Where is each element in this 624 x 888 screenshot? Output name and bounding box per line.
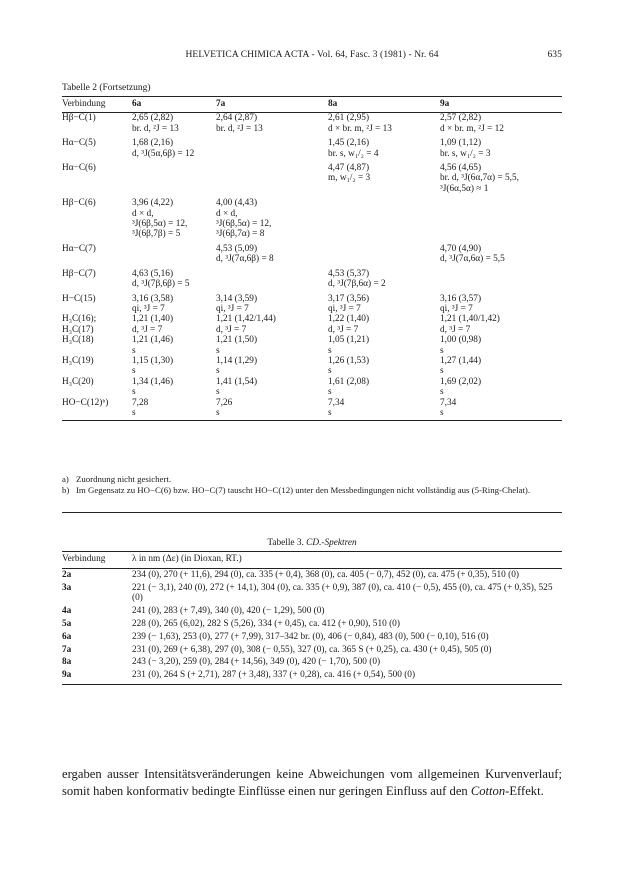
- table-row: [62, 656, 562, 669]
- table2-col-header: Verbindung: [62, 97, 132, 113]
- row-label: H−C(15): [62, 293, 96, 304]
- table-row: [62, 325, 562, 335]
- table-cell: 4,47 (4,87) m, w₁/₂ = 3: [328, 163, 371, 184]
- table-row: [62, 244, 562, 265]
- table-cell: 1,21 (1,42/1,44): [216, 314, 276, 325]
- table-row: [62, 138, 562, 159]
- table-cell: 1,68 (2,16) d, ³J(5α,6β) = 12: [132, 138, 195, 159]
- table-row: [62, 582, 562, 606]
- table-row: [62, 113, 562, 134]
- body-text-before: ergaben ausser Intensitätsveränderungen keine Abweichungen vom allgemeinen Kurvenverlauf; somit haben konformativ bedingte Einflüsse einen nur geringen Einfluss auf den: [62, 767, 562, 798]
- table-cell: 7,34 s: [328, 398, 440, 421]
- table-row: [62, 605, 562, 618]
- table-cell: [216, 163, 328, 194]
- table-cell: 1,21 (1,40): [132, 314, 174, 325]
- table-cell: 3,14 (3,59) qi, ³J = 7: [216, 293, 258, 314]
- table-cell: [328, 198, 440, 240]
- table-row: [62, 568, 562, 581]
- table-cell: 2,57 (2,82) d × br. m, ²J = 12: [440, 113, 504, 134]
- running-title: HELVETICA CHIMICA ACTA - Vol. 64, Fasc. 3 (1981) - Nr. 64: [185, 50, 439, 60]
- table-cell: 1,22 (1,40): [328, 314, 370, 325]
- footnote-rule: [62, 512, 562, 513]
- cd-values: 221 (− 3,1), 240 (0), 272 (+ 14,1), 304 (0), ca. 335 (+ 0,9), 387 (0), ca. 410 (− 0,5), 455 (0), ca. 475 (+ 0,35), 525 (0): [132, 582, 553, 604]
- table-row: [62, 356, 562, 377]
- row-label: H₃C(16);: [62, 314, 97, 325]
- table-cell: [440, 269, 562, 290]
- compound-label: 7a: [62, 644, 72, 655]
- table-cell: 1,45 (2,16) br. s, w₁/₂ = 4: [328, 138, 379, 159]
- table-row: [62, 398, 562, 421]
- table-cell: 1,09 (1,12) br. s, w₁/₂ = 3: [440, 138, 491, 159]
- row-label: H₃C(17): [62, 324, 94, 335]
- table-row: [62, 269, 562, 290]
- table3-col-header: Verbindung: [62, 552, 132, 569]
- footnote-text: Zuordnung nicht gesichert.: [76, 474, 172, 484]
- table-cell: [440, 198, 562, 240]
- table-cell: 4,63 (5,16) d, ³J(7β,6β) = 5: [132, 268, 190, 290]
- footnote: [62, 485, 562, 496]
- cd-values: 234 (0), 270 (+ 11,6), 294 (0), ca. 335 (+ 0,4), 368 (0), ca. 405 (− 0,7), 452 (0), ca. 475 (+ 0,35), 510 (0): [132, 569, 519, 580]
- table-cell: 2,61 (2,95) d × br. m, ²J = 13: [328, 113, 392, 134]
- table-cell: 4,56 (4,65) br. d, ³J(6α,7α) = 5,5, ³J(6α,5α) ≈ 1: [440, 163, 519, 194]
- table-cell: 3,17 (3,56) qi, ³J = 7: [328, 293, 370, 314]
- table-cell: 1,21 (1,46) s: [132, 335, 174, 356]
- table2-body: [62, 113, 562, 421]
- table-row: [62, 163, 562, 194]
- table3-caption: [0, 538, 624, 548]
- table-cell: 7,34 s: [440, 398, 562, 421]
- row-label: H₃C(20): [62, 376, 94, 387]
- table3-col-header: λ in nm (Δε) (in Dioxan, RT.): [132, 552, 562, 569]
- table-row: [62, 669, 562, 684]
- cd-values: 241 (0), 283 (+ 7,49), 340 (0), 420 (− 1,29), 500 (0): [132, 606, 325, 617]
- table3-caption-prefix: Tabelle 3.: [267, 538, 304, 548]
- row-label: Hα−C(6): [62, 163, 96, 174]
- row-label: Hβ−C(7): [62, 268, 96, 279]
- table-cell: 1,05 (1,21) s: [328, 335, 370, 356]
- table-cell: 4,53 (5,37) d, ³J(7β,6α) = 2: [328, 268, 386, 290]
- table-cell: 4,00 (4,43) d × d, ³J(6β,5α) = 12, ³J(6β,7α) = 8: [216, 198, 272, 240]
- table-row: [62, 644, 562, 657]
- page-number: 635: [547, 50, 562, 60]
- table-cell: 1,34 (1,46) s: [132, 376, 174, 398]
- table-cell: [216, 269, 328, 290]
- table2-footnotes: [62, 474, 562, 496]
- cd-values: 231 (0), 264 S (+ 2,71), 287 (+ 3,48), 337 (+ 0,28), ca. 416 (+ 0,54), 500 (0): [132, 669, 562, 684]
- row-label: Hβ−C(1): [62, 113, 96, 124]
- compound-label: 5a: [62, 618, 72, 629]
- table-cell: 3,96 (4,22) d × d, ³J(6β,5α) = 12, ³J(6β,7β) = 5: [132, 198, 188, 240]
- table-cell: 1,15 (1,30) s: [132, 355, 174, 377]
- row-label: Hα−C(5): [62, 138, 96, 149]
- body-text-italic: Cotton: [470, 784, 506, 798]
- row-label: Hβ−C(6): [62, 198, 96, 209]
- table-cell: 1,14 (1,29) s: [216, 355, 258, 377]
- table2: [62, 96, 562, 421]
- table3-header-row: [62, 552, 562, 569]
- table-cell: [132, 163, 216, 194]
- table2-header-row: [62, 97, 562, 113]
- table-cell: 1,26 (1,53) s: [328, 355, 370, 377]
- table2-col-header: 8a: [328, 97, 440, 113]
- cd-values: 228 (0), 265 (6,02), 282 S (5,26), 334 (+ 0,45), ca. 412 (+ 0,90), 510 (0): [132, 618, 400, 629]
- cd-values: 231 (0), 269 (+ 6,38), 297 (0), 308 (− 0,55), 327 (0), ca. 365 S (+ 0,25), ca. 430 (+ 0,45), 505 (0): [132, 644, 492, 655]
- table-cell: d, ³J = 7: [132, 324, 163, 335]
- body-paragraph: [62, 766, 562, 800]
- table-cell: 1,69 (2,02) s: [440, 376, 482, 398]
- table-cell: 1,41 (1,54) s: [216, 376, 258, 398]
- row-label: H₃C(19): [62, 355, 94, 366]
- table-row: [62, 314, 562, 324]
- table-cell: 7,28 s: [132, 398, 216, 421]
- table-cell: 1,61 (2,08) s: [328, 376, 370, 398]
- cd-values: 243 (− 3,20), 259 (0), 284 (+ 14,56), 349 (0), 420 (− 1,70), 500 (0): [132, 657, 381, 668]
- table2-caption: Tabelle 2 (Fortsetzung): [62, 83, 151, 93]
- table-cell: [132, 244, 216, 265]
- row-label: HO−C(12)ᵇ): [62, 398, 132, 421]
- table3-caption-title: CD.-Spektren: [306, 538, 357, 548]
- table2-col-header: 6a: [132, 97, 216, 113]
- compound-label: 3a: [62, 582, 72, 593]
- table-cell: d, ³J = 7: [440, 324, 471, 335]
- table-cell: 4,70 (4,90) d, ³J(7α,6α) = 5,5: [440, 243, 505, 265]
- compound-label: 6a: [62, 631, 72, 642]
- table-row: [62, 631, 562, 644]
- table-cell: [216, 138, 328, 159]
- table-cell: 1,21 (1,50) s: [216, 335, 258, 356]
- footnote-mark: b): [62, 485, 70, 495]
- table-row: [62, 198, 562, 240]
- table2-col-header: 9a: [440, 97, 562, 113]
- table-cell: 2,64 (2,87) br. d, ²J = 13: [216, 113, 263, 134]
- table-cell: 1,21 (1,40/1,42): [440, 314, 500, 325]
- table-cell: 1,00 (0,98) s: [440, 335, 482, 356]
- table-row: [62, 618, 562, 631]
- compound-label: 8a: [62, 657, 72, 668]
- cd-values: 239 (− 1,63), 253 (0), 277 (+ 7,99), 317–342 br. (0), 406 (− 0,84), 483 (0), 500 (− 0,10), 516 (0): [132, 631, 489, 642]
- row-label: Hα−C(7): [62, 243, 96, 254]
- table-cell: d, ³J = 7: [328, 324, 359, 335]
- compound-label: 4a: [62, 606, 72, 617]
- footnote: [62, 474, 562, 485]
- table-cell: 2,65 (2,82) br. d, ²J = 13: [132, 113, 179, 134]
- table3: [62, 551, 562, 685]
- table-row: [62, 377, 562, 398]
- table-cell: [328, 244, 440, 265]
- compound-label: 2a: [62, 569, 72, 580]
- body-text-after: -Effekt.: [505, 784, 544, 798]
- table-cell: 3,16 (3,57) qi, ³J = 7: [440, 293, 482, 314]
- table-row: [62, 294, 562, 315]
- table3-body: [62, 568, 562, 684]
- footnote-mark: a): [62, 474, 69, 484]
- compound-label: 9a: [62, 669, 132, 684]
- table2-col-header: 7a: [216, 97, 328, 113]
- table-row: [62, 335, 562, 356]
- footnote-text: Im Gegensatz zu HO−C(6) bzw. HO−C(7) tauscht HO−C(12) unter den Messbedingungen nicht vollständig aus (5-Ring-Chelat).: [76, 485, 531, 495]
- row-label: H₃C(18): [62, 335, 94, 346]
- table-cell: 3,16 (3,58) qi, ³J = 7: [132, 293, 174, 314]
- table-cell: 7,26 s: [216, 398, 328, 421]
- table-cell: 1,27 (1,44) s: [440, 355, 482, 377]
- table-cell: d, ³J = 7: [216, 324, 247, 335]
- table-cell: 4,53 (5,09) d, ³J(7α,6β) = 8: [216, 243, 274, 265]
